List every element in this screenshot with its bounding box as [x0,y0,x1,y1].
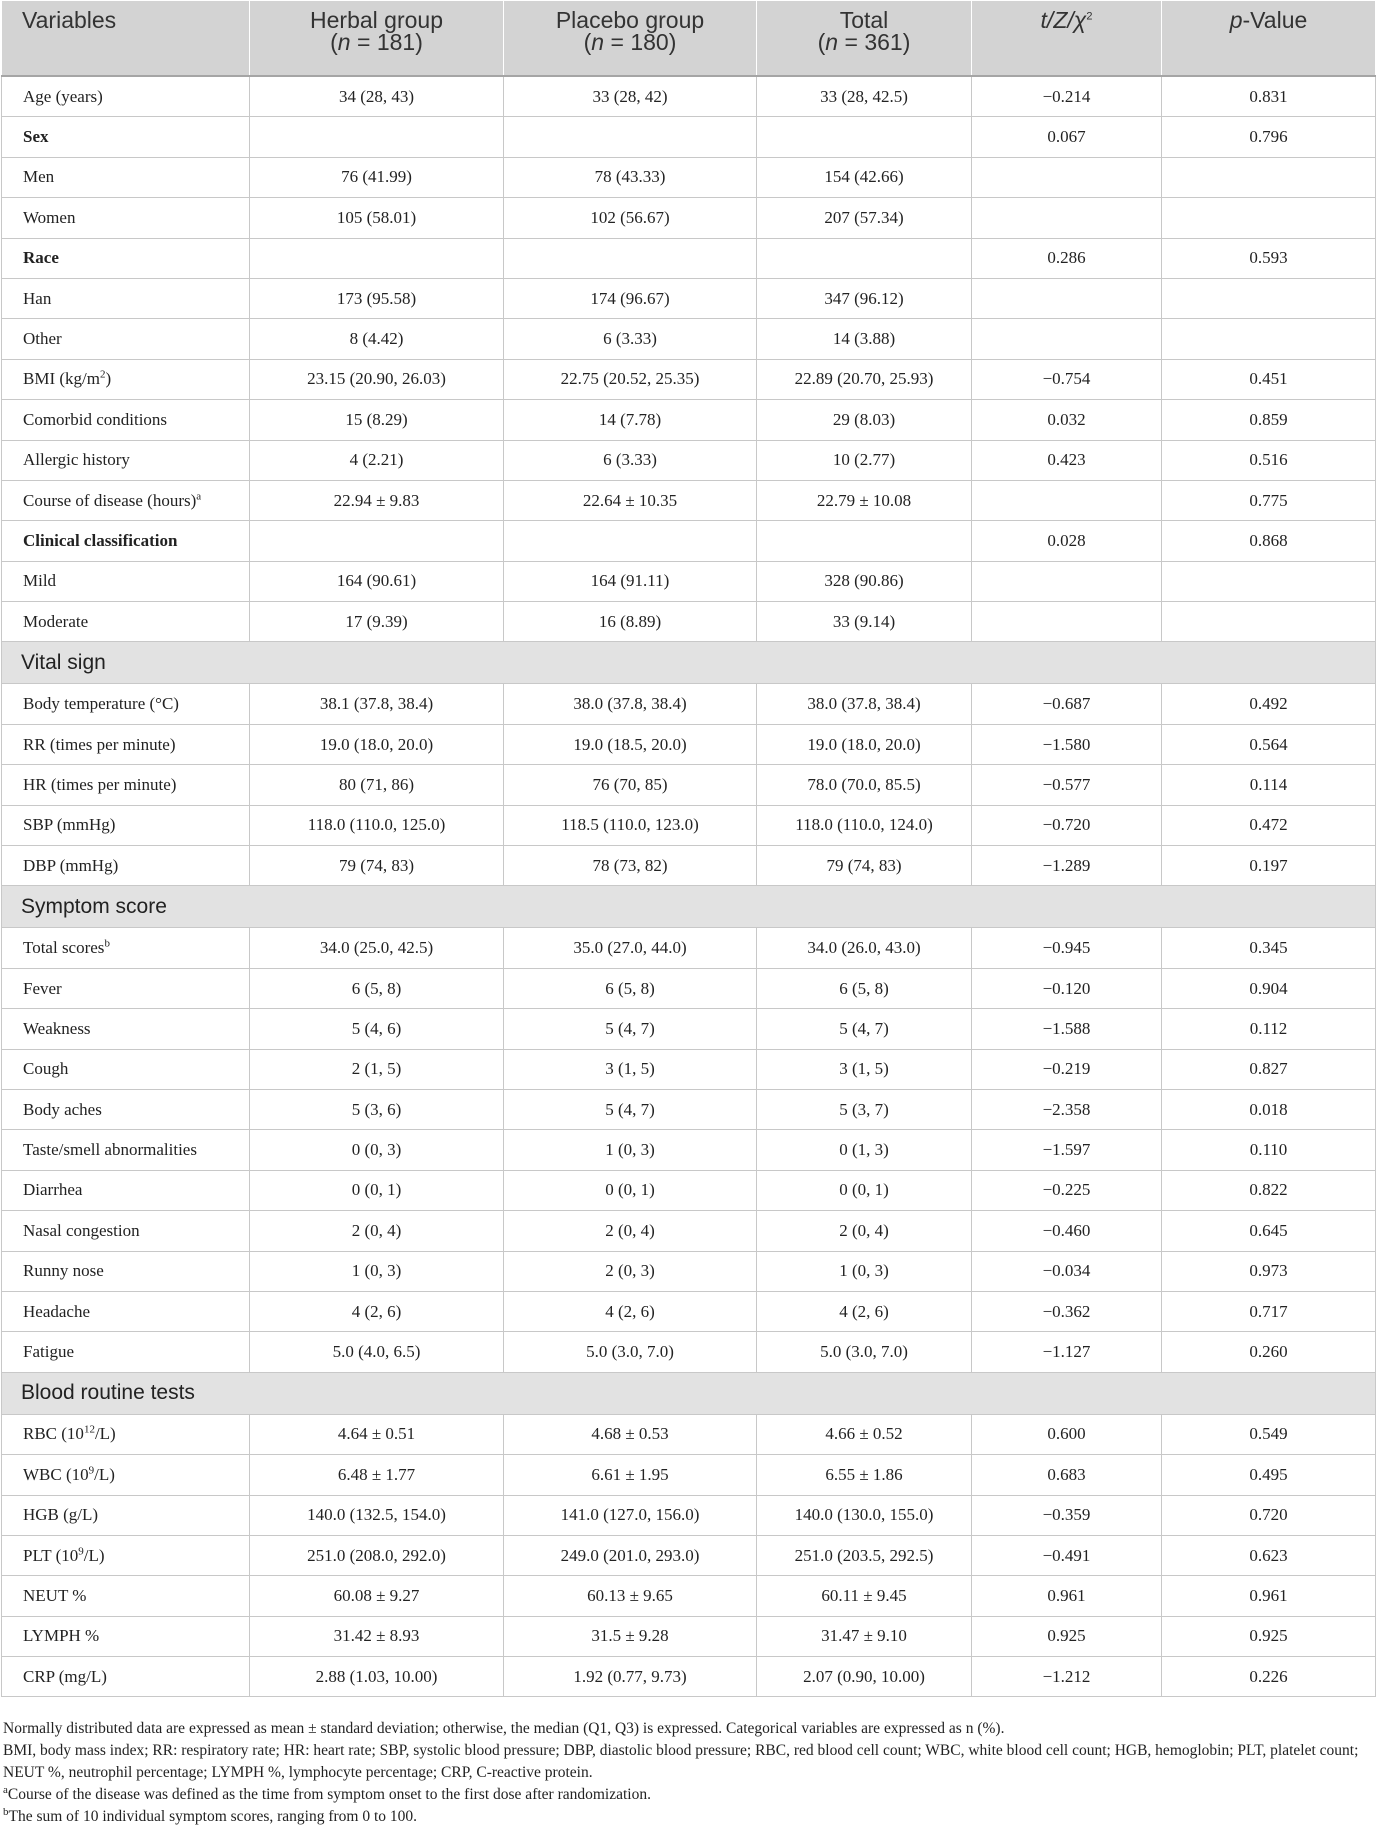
cell-herbal [250,238,504,278]
table-row [2,1495,1376,1535]
cell-herbal: 118.0 (110.0, 125.0) [250,805,504,845]
cell-herbal: 2.88 (1.03, 10.00) [250,1657,504,1697]
row-label: RR (times per minute) [2,724,250,764]
header-placebo-group: Placebo group (n = 180) [504,1,757,77]
cell-placebo: 0 (0, 1) [504,1170,757,1210]
section-title: Blood routine tests [2,1372,1376,1414]
table-row [2,1291,1376,1331]
row-label: Han [2,278,250,318]
cell-herbal: 19.0 (18.0, 20.0) [250,724,504,764]
cell-stat: −0.720 [972,805,1162,845]
cell-stat: −0.219 [972,1049,1162,1089]
footnote-a: $^a$Course of the disease was defined as the time from symptom onset to the first dose after randomization. [3,1783,651,1803]
cell-placebo: 5 (4, 7) [504,1009,757,1049]
table-row [2,400,1376,440]
cell-herbal: 31.42 ± 8.93 [250,1616,504,1656]
table-row [2,1089,1376,1129]
cell-stat: −1.289 [972,846,1162,886]
cell-stat: −0.214 [972,76,1162,117]
cell-placebo: 6 (3.33) [504,440,757,480]
row-label: Allergic history [2,440,250,480]
cell-herbal: 4 (2.21) [250,440,504,480]
cell-total: 154 (42.66) [757,157,972,197]
cell-total: 60.11 ± 9.45 [757,1576,972,1616]
cell-total: 5 (4, 7) [757,1009,972,1049]
row-label: Women [2,198,250,238]
table-row [2,1576,1376,1616]
cell-stat: −0.945 [972,928,1162,968]
cell-placebo: 6 (3.33) [504,319,757,359]
cell-stat: −1.588 [972,1009,1162,1049]
cell-herbal: 5 (3, 6) [250,1089,504,1129]
cell-stat: 0.683 [972,1455,1162,1495]
cell-placebo [504,238,757,278]
cell-placebo: 118.5 (110.0, 123.0) [504,805,757,845]
cell-total: 79 (74, 83) [757,846,972,886]
cell-total: 33 (9.14) [757,602,972,642]
cell-total [757,238,972,278]
table-row [2,968,1376,1008]
cell-total: 207 (57.34) [757,198,972,238]
cell-total: 33 (28, 42.5) [757,76,972,117]
cell-stat: −0.225 [972,1170,1162,1210]
table-row [2,521,1376,561]
cell-herbal: 15 (8.29) [250,400,504,440]
row-label: Nasal congestion [2,1211,250,1251]
cell-p: 0.822 [1162,1170,1376,1210]
cell-p: 0.226 [1162,1657,1376,1697]
cell-placebo: 6 (5, 8) [504,968,757,1008]
header-statistic: $t/Z/\chi^2$ [972,1,1162,77]
row-label: Race [2,238,250,278]
cell-stat: 0.925 [972,1616,1162,1656]
cell-total [757,521,972,561]
table-row [2,805,1376,845]
row-label: DBP (mmHg) [2,846,250,886]
cell-stat [972,157,1162,197]
cell-stat [972,278,1162,318]
cell-herbal: 4 (2, 6) [250,1291,504,1331]
row-label: Fever [2,968,250,1008]
table-footnotes [3,1718,1373,1828]
table-row [2,1211,1376,1251]
table-row [2,319,1376,359]
table-row [2,1414,1376,1454]
cell-herbal: 0 (0, 1) [250,1170,504,1210]
cell-placebo: 16 (8.89) [504,602,757,642]
cell-placebo [504,117,757,157]
table-row [2,1170,1376,1210]
cell-placebo [504,521,757,561]
footnote-general: Normally distributed data are expressed as mean ± standard deviation; otherwise, the median (Q1, Q3) is expressed. Categorical variables are expressed as n (%). [3,1720,1005,1737]
table-row [2,480,1376,520]
cell-p: 0.495 [1162,1455,1376,1495]
footnote-abbreviations: BMI, body mass index; RR: respiratory rate; HR: heart rate; SBP, systolic blood pressure; DBP, diastolic blood pressure; RBC, red blood cell count; WBC, white blood cell count; HGB, hemoglobin; PLT, platelet count; NEUT %, neutrophil percentage; LYMPH %, lymphocyte percentage; CRP, C-reactive protein. [3,1742,1359,1781]
table-row [2,684,1376,724]
table-row [2,1049,1376,1089]
table-row [2,765,1376,805]
cell-placebo: 2 (0, 3) [504,1251,757,1291]
table-row [2,1009,1376,1049]
cell-p: 0.859 [1162,400,1376,440]
row-label: HR (times per minute) [2,765,250,805]
cell-placebo: 2 (0, 4) [504,1211,757,1251]
cell-herbal: 0 (0, 3) [250,1130,504,1170]
cell-p: 0.516 [1162,440,1376,480]
cell-placebo: 102 (56.67) [504,198,757,238]
cell-p: 0.110 [1162,1130,1376,1170]
cell-herbal: 80 (71, 86) [250,765,504,805]
section-title: Vital sign [2,642,1376,684]
header-total: Total (n = 361) [757,1,972,77]
cell-p: 0.197 [1162,846,1376,886]
cell-herbal: 5 (4, 6) [250,1009,504,1049]
cell-stat: 0.067 [972,117,1162,157]
cell-p: 0.827 [1162,1049,1376,1089]
table-row [2,157,1376,197]
cell-p: 0.796 [1162,117,1376,157]
cell-total: 6 (5, 8) [757,968,972,1008]
cell-placebo: 4 (2, 6) [504,1291,757,1331]
row-label: RBC $(10^{12}/L)$ [2,1414,250,1454]
row-label: Total scores$^b$ [2,928,250,968]
cell-stat: 0.032 [972,400,1162,440]
cell-total: 5.0 (3.0, 7.0) [757,1332,972,1372]
cell-placebo: 4.68 ± 0.53 [504,1414,757,1454]
cell-p: 0.904 [1162,968,1376,1008]
cell-placebo: 164 (91.11) [504,561,757,601]
cell-total: 5 (3, 7) [757,1089,972,1129]
cell-placebo: 31.5 ± 9.28 [504,1616,757,1656]
row-label: Fatigue [2,1332,250,1372]
cell-stat: −1.127 [972,1332,1162,1372]
table-row [2,1535,1376,1575]
cell-herbal: 23.15 (20.90, 26.03) [250,359,504,399]
section-header-row [2,886,1376,928]
cell-herbal: 79 (74, 83) [250,846,504,886]
row-label: LYMPH % [2,1616,250,1656]
cell-placebo: 76 (70, 85) [504,765,757,805]
cell-herbal: 76 (41.99) [250,157,504,197]
cell-herbal: 1 (0, 3) [250,1251,504,1291]
row-label: Age (years) [2,76,250,117]
header-variables: Variables [2,1,250,77]
cell-stat: −0.120 [972,968,1162,1008]
row-label: Clinical classification [2,521,250,561]
cell-herbal: 60.08 ± 9.27 [250,1576,504,1616]
table-row [2,1455,1376,1495]
cell-total: 140.0 (130.0, 155.0) [757,1495,972,1535]
cell-placebo: 3 (1, 5) [504,1049,757,1089]
cell-total: 3 (1, 5) [757,1049,972,1089]
cell-stat: −0.491 [972,1535,1162,1575]
cell-stat: 0.600 [972,1414,1162,1454]
cell-placebo: 78 (43.33) [504,157,757,197]
cell-total: 19.0 (18.0, 20.0) [757,724,972,764]
cell-total: 10 (2.77) [757,440,972,480]
cell-stat: −0.362 [972,1291,1162,1331]
cell-p [1162,278,1376,318]
cell-placebo: 19.0 (18.5, 20.0) [504,724,757,764]
row-label: HGB (g/L) [2,1495,250,1535]
cell-total: 22.89 (20.70, 25.93) [757,359,972,399]
cell-placebo: 60.13 ± 9.65 [504,1576,757,1616]
cell-stat [972,602,1162,642]
section-header-row [2,1372,1376,1414]
cell-p [1162,561,1376,601]
row-label: Sex [2,117,250,157]
row-label: Weakness [2,1009,250,1049]
cell-placebo: 5.0 (3.0, 7.0) [504,1332,757,1372]
cell-p: 0.775 [1162,480,1376,520]
cell-stat: −0.460 [972,1211,1162,1251]
row-label: Mild [2,561,250,601]
table-row [2,1251,1376,1291]
cell-total: 34.0 (26.0, 43.0) [757,928,972,968]
cell-stat: −0.359 [972,1495,1162,1535]
row-label: NEUT % [2,1576,250,1616]
table-row [2,1657,1376,1697]
cell-stat: −2.358 [972,1089,1162,1129]
cell-total: 29 (8.03) [757,400,972,440]
cell-total: 328 (90.86) [757,561,972,601]
cell-herbal: 2 (0, 4) [250,1211,504,1251]
table-row [2,278,1376,318]
cell-stat [972,198,1162,238]
cell-p: 0.717 [1162,1291,1376,1331]
row-label: BMI $(kg/m^2)$ [2,359,250,399]
cell-total: 14 (3.88) [757,319,972,359]
cell-stat: −0.577 [972,765,1162,805]
table-row [2,1616,1376,1656]
table-row [2,1332,1376,1372]
cell-p: 0.112 [1162,1009,1376,1049]
cell-herbal: 2 (1, 5) [250,1049,504,1089]
cell-p [1162,319,1376,359]
table-row [2,440,1376,480]
row-label: Taste/smell abnormalities [2,1130,250,1170]
section-title: Symptom score [2,886,1376,928]
row-label: Body temperature (°C) [2,684,250,724]
cell-placebo: 174 (96.67) [504,278,757,318]
cell-stat [972,561,1162,601]
cell-placebo: 38.0 (37.8, 38.4) [504,684,757,724]
cell-herbal: 34 (28, 43) [250,76,504,117]
cell-p: 0.720 [1162,1495,1376,1535]
row-label: PLT $(10^9/L)$ [2,1535,250,1575]
cell-total: 0 (1, 3) [757,1130,972,1170]
cell-total: 347 (96.12) [757,278,972,318]
row-label: Diarrhea [2,1170,250,1210]
cell-placebo: 78 (73, 82) [504,846,757,886]
table-row [2,602,1376,642]
cell-herbal: 173 (95.58) [250,278,504,318]
cell-p: 0.868 [1162,521,1376,561]
row-label: Runny nose [2,1251,250,1291]
cell-total: 78.0 (70.0, 85.5) [757,765,972,805]
row-label: Course of disease (hours)$^a$ [2,480,250,520]
header-row [2,1,1376,77]
table-row [2,76,1376,117]
row-label: Other [2,319,250,359]
row-label: Comorbid conditions [2,400,250,440]
row-label: WBC $(10^9/L)$ [2,1455,250,1495]
table-row [2,1130,1376,1170]
cell-total: 251.0 (203.5, 292.5) [757,1535,972,1575]
cell-stat: −0.034 [972,1251,1162,1291]
cell-p: 0.925 [1162,1616,1376,1656]
cell-total: 0 (0, 1) [757,1170,972,1210]
baseline-characteristics-table [1,0,1376,1697]
cell-placebo: 22.75 (20.52, 25.35) [504,359,757,399]
cell-placebo: 1.92 (0.77, 9.73) [504,1657,757,1697]
cell-total: 4.66 ± 0.52 [757,1414,972,1454]
table-row [2,928,1376,968]
cell-herbal: 4.64 ± 0.51 [250,1414,504,1454]
table-row [2,198,1376,238]
table-row [2,724,1376,764]
cell-stat: 0.028 [972,521,1162,561]
cell-total: 4 (2, 6) [757,1291,972,1331]
cell-p: 0.549 [1162,1414,1376,1454]
cell-p: 0.623 [1162,1535,1376,1575]
cell-total: 1 (0, 3) [757,1251,972,1291]
cell-p: 0.472 [1162,805,1376,845]
row-label: Headache [2,1291,250,1331]
row-label: CRP (mg/L) [2,1657,250,1697]
footnote-b: $^b$The sum of 10 individual symptom scores, ranging from 0 to 100. [3,1805,418,1825]
row-label: Body aches [2,1089,250,1129]
cell-stat [972,319,1162,359]
cell-total: 118.0 (110.0, 124.0) [757,805,972,845]
cell-stat: −1.580 [972,724,1162,764]
cell-stat: 0.961 [972,1576,1162,1616]
cell-p: 0.451 [1162,359,1376,399]
cell-total [757,117,972,157]
cell-p: 0.564 [1162,724,1376,764]
header-herbal-group: Herbal group (n = 181) [250,1,504,77]
cell-p: 0.973 [1162,1251,1376,1291]
cell-herbal: 8 (4.42) [250,319,504,359]
cell-stat: −1.212 [972,1657,1162,1697]
cell-placebo: 33 (28, 42) [504,76,757,117]
cell-total: 38.0 (37.8, 38.4) [757,684,972,724]
cell-herbal: 164 (90.61) [250,561,504,601]
cell-p: 0.831 [1162,76,1376,117]
cell-p [1162,198,1376,238]
row-label: Moderate [2,602,250,642]
cell-stat: 0.423 [972,440,1162,480]
cell-p: 0.018 [1162,1089,1376,1129]
cell-p: 0.593 [1162,238,1376,278]
cell-stat [972,480,1162,520]
cell-placebo: 249.0 (201.0, 293.0) [504,1535,757,1575]
table-body [2,76,1376,1697]
cell-stat: −0.754 [972,359,1162,399]
table-row [2,359,1376,399]
cell-total: 6.55 ± 1.86 [757,1455,972,1495]
cell-placebo: 1 (0, 3) [504,1130,757,1170]
header-p-value: p-Value [1162,1,1376,77]
cell-total: 22.79 ± 10.08 [757,480,972,520]
cell-total: 31.47 ± 9.10 [757,1616,972,1656]
cell-total: 2.07 (0.90, 10.00) [757,1657,972,1697]
cell-herbal: 22.94 ± 9.83 [250,480,504,520]
cell-placebo: 5 (4, 7) [504,1089,757,1129]
cell-herbal: 5.0 (4.0, 6.5) [250,1332,504,1372]
cell-p: 0.114 [1162,765,1376,805]
cell-herbal: 6 (5, 8) [250,968,504,1008]
cell-herbal [250,117,504,157]
cell-placebo: 14 (7.78) [504,400,757,440]
table-row [2,238,1376,278]
cell-stat: −0.687 [972,684,1162,724]
cell-stat: −1.597 [972,1130,1162,1170]
cell-p: 0.492 [1162,684,1376,724]
cell-p: 0.260 [1162,1332,1376,1372]
cell-herbal: 34.0 (25.0, 42.5) [250,928,504,968]
row-label: SBP (mmHg) [2,805,250,845]
cell-placebo: 22.64 ± 10.35 [504,480,757,520]
section-header-row [2,642,1376,684]
cell-stat: 0.286 [972,238,1162,278]
cell-placebo: 141.0 (127.0, 156.0) [504,1495,757,1535]
cell-placebo: 6.61 ± 1.95 [504,1455,757,1495]
cell-herbal: 251.0 (208.0, 292.0) [250,1535,504,1575]
cell-p [1162,602,1376,642]
cell-p: 0.345 [1162,928,1376,968]
cell-total: 2 (0, 4) [757,1211,972,1251]
cell-p [1162,157,1376,197]
cell-placebo: 35.0 (27.0, 44.0) [504,928,757,968]
table-row [2,846,1376,886]
cell-p: 0.645 [1162,1211,1376,1251]
row-label: Men [2,157,250,197]
cell-herbal: 6.48 ± 1.77 [250,1455,504,1495]
cell-p: 0.961 [1162,1576,1376,1616]
cell-herbal: 17 (9.39) [250,602,504,642]
row-label: Cough [2,1049,250,1089]
table-row [2,561,1376,601]
cell-herbal: 140.0 (132.5, 154.0) [250,1495,504,1535]
table-row [2,117,1376,157]
cell-herbal: 38.1 (37.8, 38.4) [250,684,504,724]
cell-herbal: 105 (58.01) [250,198,504,238]
cell-herbal [250,521,504,561]
